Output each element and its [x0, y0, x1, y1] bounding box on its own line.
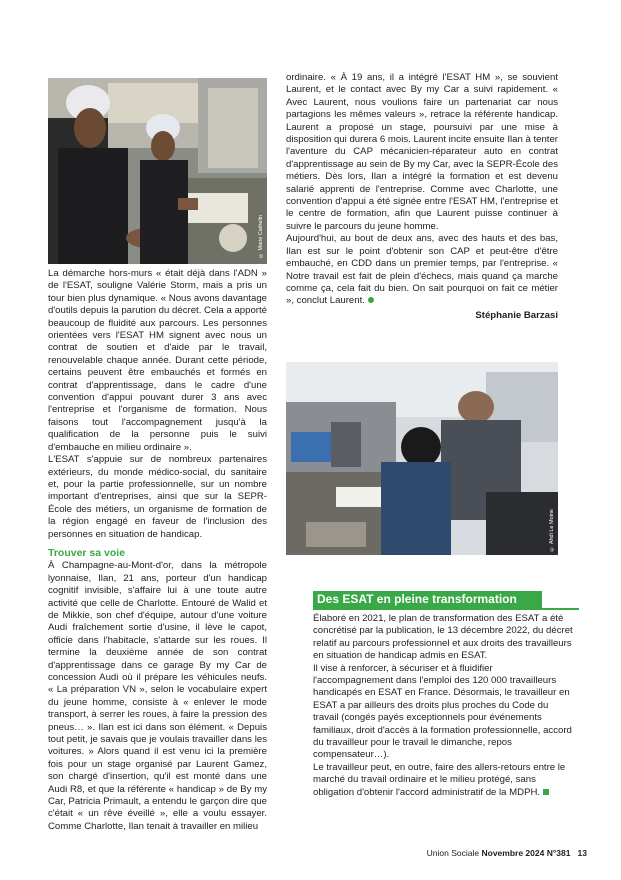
paragraph [313, 762, 575, 799]
paragraph: Élaboré en 2021, le plan de transformation des ESAT a été concrétisé par la publication, le 13 décembre 2022, du décret relatif au parcours professionnel et aux droits des travailleurs en situation de handicap admis en ESAT. [313, 613, 573, 662]
kitchen-photo-drawing [48, 78, 267, 264]
author-signature: Stéphanie Barzasi [475, 309, 558, 321]
paragraph: Il vise à renforcer, à sécuriser et à fluidifier l'accompagnement dans l'emploi des 120 000 travailleurs handicapés en ESAT en France. Désormais, le travailleur en ESAT a par ailleurs des droits plus proches du Code du travail (congés payés exceptionnels pour événements familiaux, droit d'accès à la formation professionnelle, accord du travailleur pour le travail le dimanche, repos compensateur…). [313, 662, 572, 761]
paragraph-text: Le travailleur peut, en outre, faire des allers-retours entre le marché du travail ordinaire et le milieu protégé, sans obligation d'obtenir l'accord administratif de la MDPH. [313, 761, 566, 798]
page-footer [427, 848, 587, 858]
paragraph: L'ESAT s'appuie sur de nombreux partenaires extérieurs, du monde médico-social, du sanitaire et, pour la partie professionnelle, sur un nombre important d'entreprises, ainsi que sur la SEPR-École des métiers, un organisme de formation de la région engagé en faveur de l'inclusion des personnes en situation de handicap. [48, 454, 267, 540]
paragraph [286, 233, 558, 307]
paragraph: ordinaire. « À 19 ans, il a intégré l'ESAT HM », se souvient Laurent, et le contact avec By my Car a suivi rapidement. « Avec Laurent, nous voulions faire un partenariat car nous partagions les mêmes valeurs », retrace la référente handicap. Laurent a proposé un stage, poursuivi par une mise à disposition qui durera 6 mois. Laurent incite ensuite Ilan à tenter l'aventure du CAP mécanicien-réparateur auto en contrat d'apprentissage au sein de By my Car, avec la SEPR-École des métiers. Dès lors, Ilan a intégré la formation et est devenu salarié apprenti de l'entreprise. Comme avec Charlotte, une convention d'appui a été signée entre l'ESAT HM, l'entreprise et le centre de formation, afin que Laurent puisse continuer à suivre le parcours du jeune homme. [286, 72, 558, 232]
right-column-top [286, 72, 558, 322]
end-square-icon [543, 789, 549, 795]
page-number: 13 [577, 848, 587, 858]
garage-photo-drawing [286, 362, 558, 555]
box-divider [313, 608, 579, 610]
garage-photo [286, 362, 558, 555]
box-body [313, 613, 575, 799]
paragraph: À Champagne-au-Mont-d'or, dans la métropole lyonnaise, Ilan, 21 ans, porteur d'un handicap cognitif invisible, s'affaire lui à une toute autre activité que celle de Charlotte. Entouré de Walid et de Mikkie, son chef d'équipe, autour d'une voiture Audi fraîchement sortie d'usine, il lève le capot, officie dans l'habitacle, s'attarde sur les roues. Il termine la deuxième année de son contrat d'apprentissage dans ce garage By my Car de concession Audi où il prépare les véhicules neufs. « La préparation VN », selon le vocabulaire expert du jeune homme, consiste à « enlever le mode transport, à serrer les roues, à faire la pression des pneus… ». Ilan est ici dans son élément. « Depuis tout petit, je savais que je voulais travailler dans les voitures. » Alors quand il est venu ici la première fois pour un stage organisé par Laurent Gamez, son chargé d'insertion, qu'il est monté dans une Audi R8, et que la référente « handicap » de By my Car, Patricia Primault, a entendu le garçon dire que c'était « un rêve éveillé », elle a voulu essayer. Comme Charlotte, Ilan tenait à travailler en milieu [48, 560, 267, 832]
section-heading: Trouver sa voie [48, 546, 126, 559]
box-heading: Des ESAT en pleine transformation [313, 591, 542, 608]
kitchen-photo [48, 78, 267, 264]
left-column-top [48, 268, 267, 833]
issue-info: Novembre 2024 N°381 [481, 848, 571, 858]
photo-credit: © Marie Cathelin [258, 215, 264, 258]
end-bullet-icon [368, 297, 374, 303]
paragraph-text: Aujourd'hui, au bout de deux ans, avec des hauts et des bas, Ilan est sur le point d'obtenir son CAP et peut-être d'être embauché, en CDD dans un premier temps, par l'entreprise. « Notre travail est fait de plein d'échecs, mais quand ça marche comme ça, cela fait du bien. On sait pourquoi on fait ce métier », conclut Laurent. [286, 233, 558, 307]
paragraph: La démarche hors-murs « était déjà dans l'ADN » de l'ESAT, souligne Valérie Storm, mais a pris un tour bien plus dynamique. « Nous avons davantage d'outils depuis la parution du décret. Cela a apporté beaucoup de fluidité aux parcours. Les personnes orientées vers l'ESAT HM signent avec nous un contrat de soutien et d'aide par le travail, renouvelable chaque année. Durant cette période, certains peuvent être embauchés et formés en contrat d'apprentissage, dans le cadre d'une convention d'appui pouvant durer 3 ans avec l'entreprise et l'organisme de formation. Nous faisons tout l'accompagnement jusqu'à la qualification de la personne puis le suivi d'embauche en milieu ordinaire ». [48, 268, 267, 453]
photo-credit: © Ahdi Le Moine [549, 508, 555, 551]
publication-name: Union Sociale [426, 848, 480, 858]
